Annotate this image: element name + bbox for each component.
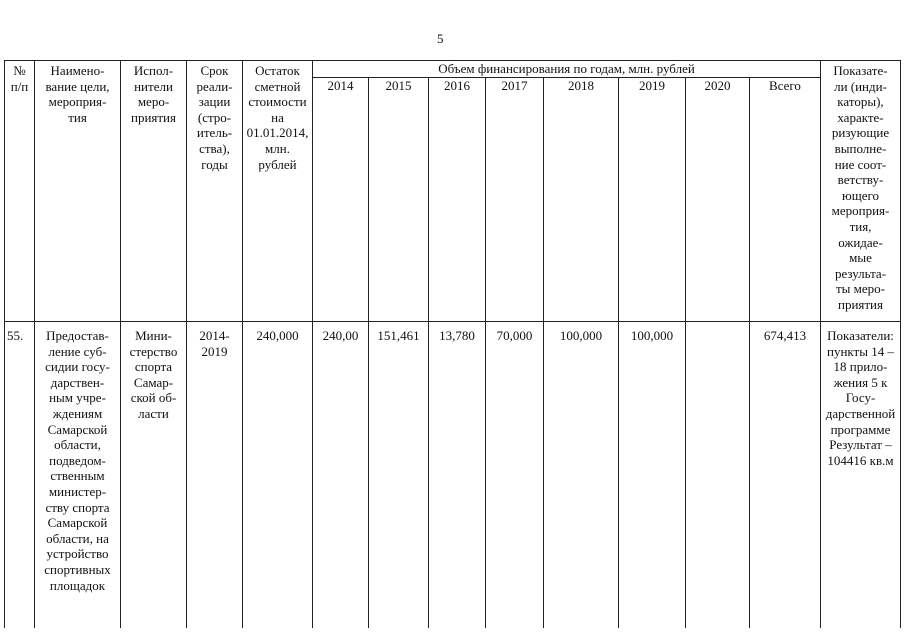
row-indicators: Показатели: пункты 14 – 18 прило- жения 5 к Госу- дарственной программе Результат – 104416 кв.м [821,322,901,629]
row-name: Предостав- ление суб- сидии госу- дарствен- ным учре- ждениям Самарской области, подведом- ственным министер- ству спорта Самарской области, на устройство спортивных площадок [35,322,121,629]
row-value-2019: 100,000 [619,322,686,629]
header-indicators: Показате- ли (инди- каторы), характе- ризующие выполне- ние соот- ветству- ющего мероприя- тия, ожидае- мые результа- ты меро- приятия [821,61,901,322]
row-executor: Мини- стерство спорта Самар- ской об- ласти [121,322,187,629]
page-number: 5 [437,31,444,46]
row-num: 55. [5,322,35,629]
header-executors: Испол- нители меро- приятия [121,61,187,322]
header-year-2014: 2014 [313,78,369,322]
header-year-2019: 2019 [619,78,686,322]
header-num: № п/п [5,61,35,322]
header-year-2020: 2020 [686,78,750,322]
header-total: Всего [750,78,821,322]
row-value-2014: 240,00 [313,322,369,629]
row-value-2016: 13,780 [429,322,486,629]
row-remaining-cost: 240,000 [243,322,313,629]
header-name: Наимено- вание цели, мероприя- тия [35,61,121,322]
header-term: Срок реали- зации (стро- итель- ства), годы [187,61,243,322]
row-value-2015: 151,461 [369,322,429,629]
table-row [5,322,901,629]
header-year-2016: 2016 [429,78,486,322]
header-year-2018: 2018 [544,78,619,322]
header-remaining-cost: Остаток сметной стоимости на 01.01.2014, млн. рублей [243,61,313,322]
row-value-2018: 100,000 [544,322,619,629]
row-term: 2014- 2019 [187,322,243,629]
row-value-2017: 70,000 [486,322,544,629]
header-year-2017: 2017 [486,78,544,322]
header-year-2015: 2015 [369,78,429,322]
row-value-total: 674,413 [750,322,821,629]
row-value-2020 [686,322,750,629]
header-funding: Объем финансирования по годам, млн. рублей [313,61,821,78]
funding-table [4,60,901,628]
